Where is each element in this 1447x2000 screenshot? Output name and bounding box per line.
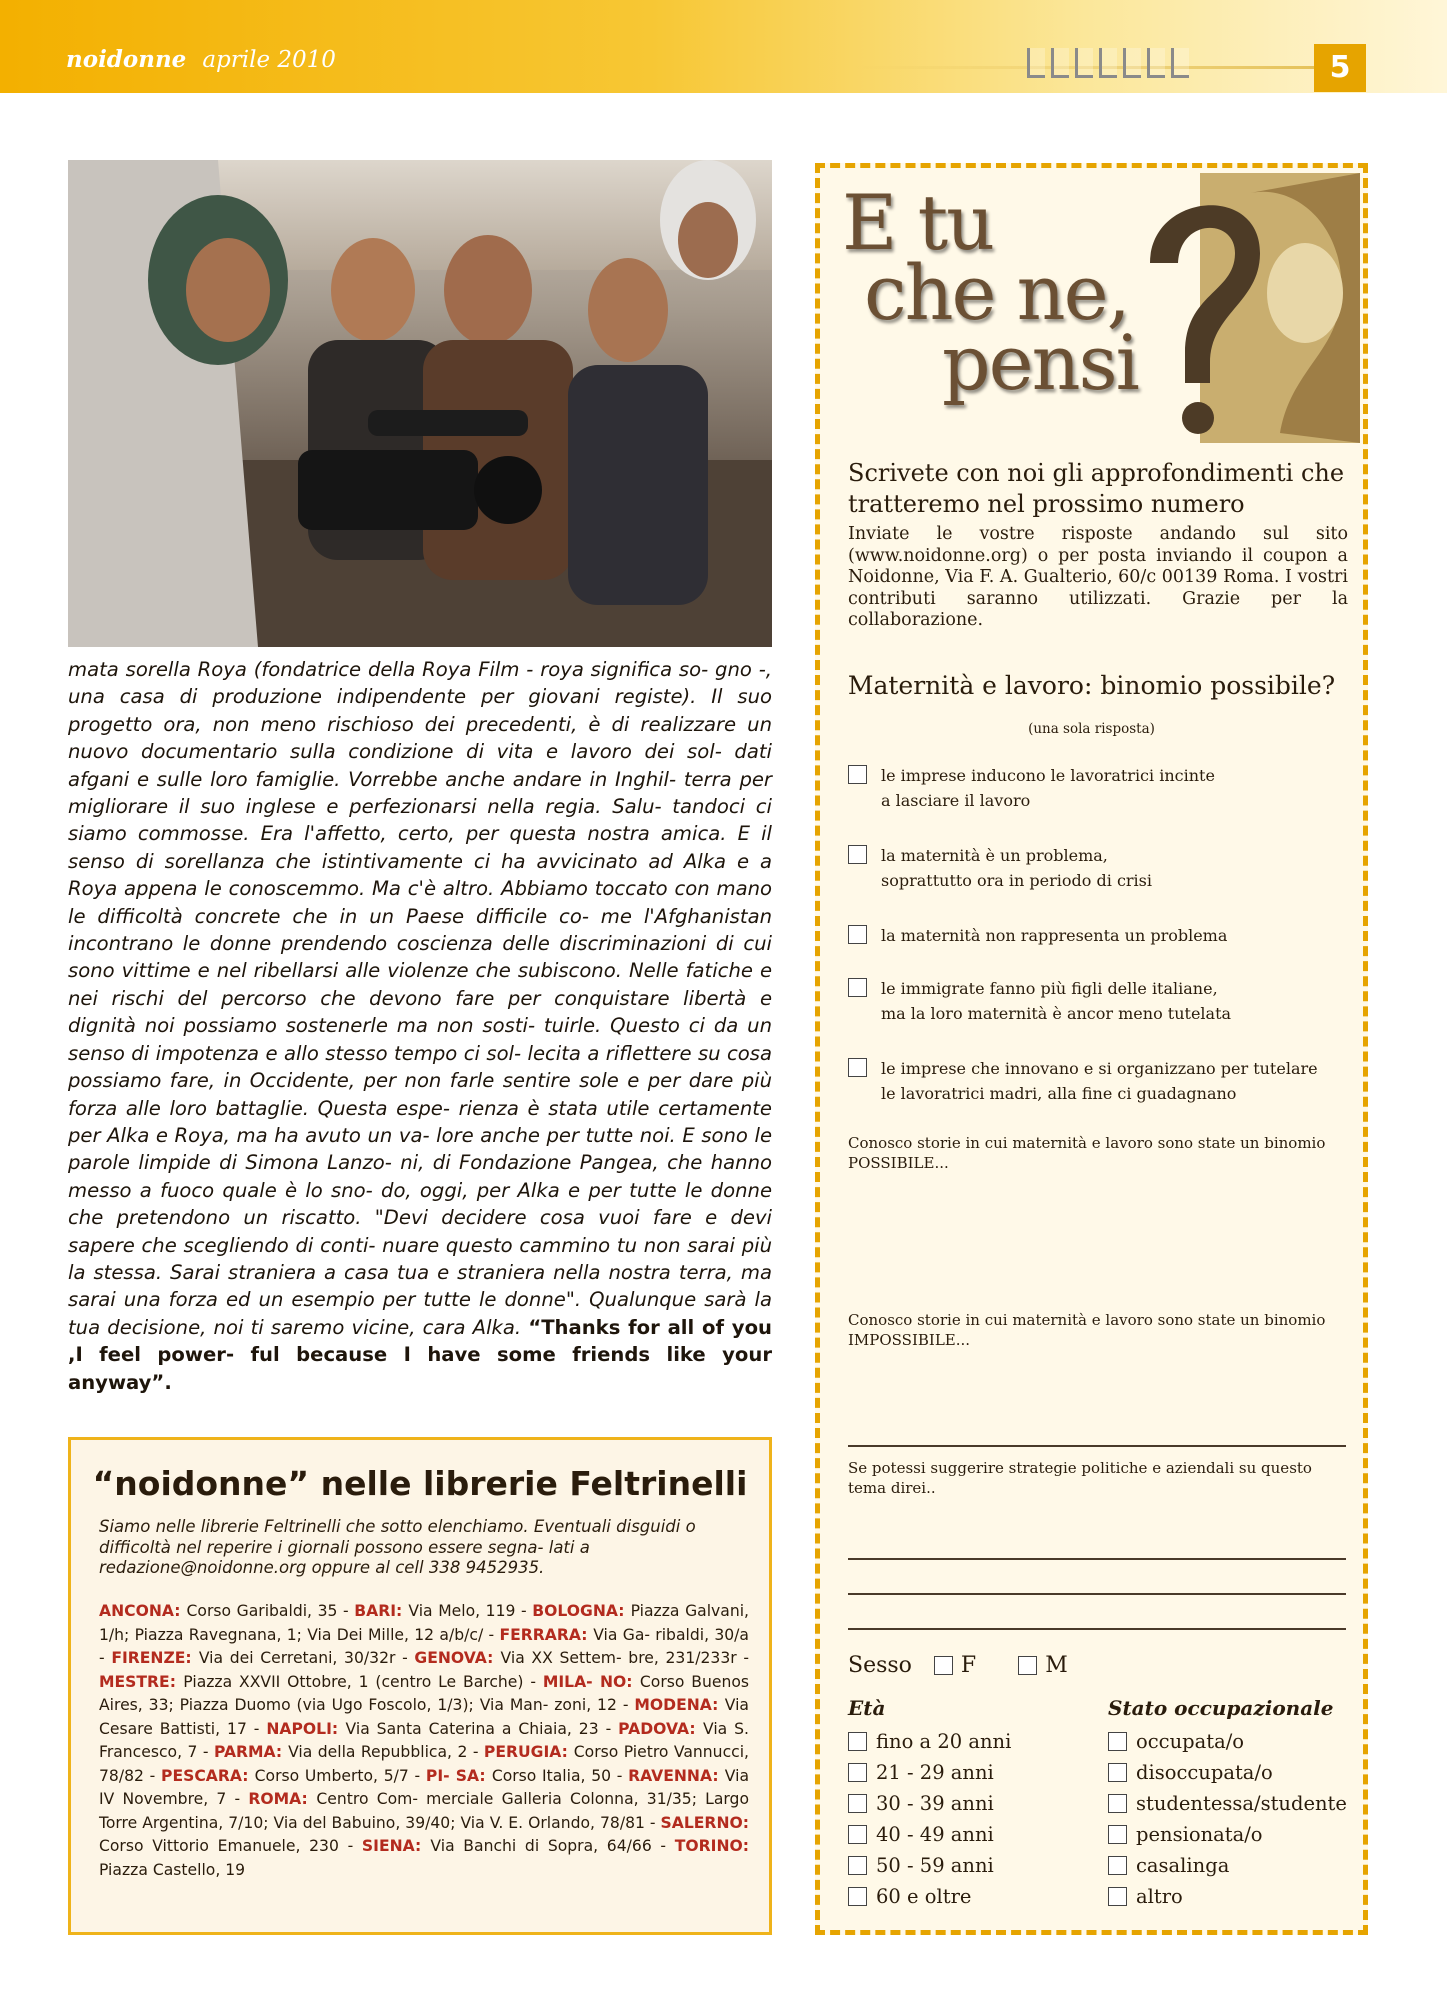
option-checkbox[interactable] — [848, 1058, 867, 1077]
store-city: SALERNO: — [660, 1813, 749, 1832]
stato-checkbox[interactable] — [1108, 1887, 1127, 1906]
eta-option-label: fino a 20 anni — [876, 1730, 1012, 1753]
banner-line: che ne, — [864, 248, 1129, 337]
store-address: Corso Garibaldi, 35 - — [186, 1602, 355, 1620]
stato-checkbox[interactable] — [1108, 1763, 1127, 1782]
store-city: BOLOGNA: — [532, 1602, 631, 1620]
eta-option-label: 40 - 49 anni — [876, 1823, 994, 1846]
eta-options — [848, 1726, 1011, 1912]
story-impossible-prompt: Conosco storie in cui maternità e lavoro sono state un binomio IMPOSSIBILE... — [848, 1311, 1326, 1349]
store-address: Via Ga- ribaldi, 30/a - — [99, 1625, 749, 1667]
banner-line: pensi — [942, 318, 1138, 407]
answer-option[interactable] — [848, 976, 1348, 1026]
stato-option[interactable] — [1108, 1788, 1347, 1819]
store-address: Via IV Novembre, 7 - — [99, 1766, 749, 1808]
eta-option[interactable] — [848, 1726, 1011, 1757]
option-label: la maternità non rappresenta un problema — [881, 926, 1228, 945]
option-label: le imprese che innovano e si organizzano per tutelare le lavoratrici madri, alla fine ci guadagnano — [881, 1059, 1318, 1103]
store-city: MILA- NO: — [542, 1672, 640, 1691]
option-label: la maternità è un problema, soprattutto ora in periodo di crisi — [881, 846, 1152, 890]
feltrinelli-intro: Siamo nelle librerie Feltrinelli che sotto elenchiamo. Eventuali disguidi o difficoltà nel reperire i giornali possono essere segna- lati a redazione@noidonne.org oppure al cell 338 9452935. — [99, 1517, 696, 1577]
stato-checkbox[interactable] — [1108, 1732, 1127, 1751]
eta-option[interactable] — [848, 1788, 1011, 1819]
store-address: Corso Vittorio Emanuele, 230 - — [99, 1837, 362, 1855]
store-list — [99, 1600, 749, 1882]
stato-checkbox[interactable] — [1108, 1825, 1127, 1844]
stato-checkbox[interactable] — [1108, 1856, 1127, 1875]
store-city: ANCONA: — [99, 1602, 187, 1620]
option-checkbox[interactable] — [848, 765, 867, 784]
stato-options — [1108, 1726, 1347, 1912]
eta-option[interactable] — [848, 1819, 1011, 1850]
stato-option[interactable] — [1108, 1881, 1347, 1912]
answer-option[interactable] — [848, 843, 1348, 893]
eta-checkbox[interactable] — [848, 1856, 867, 1875]
eta-option-label: 60 e oltre — [876, 1885, 972, 1908]
option-label: le imprese inducono le lavoratrici incinte a lasciare il lavoro — [881, 766, 1215, 810]
page-number: 5 — [1314, 44, 1366, 92]
stato-option[interactable] — [1108, 1726, 1347, 1757]
story-possible-prompt: Conosco storie in cui maternità e lavoro sono state un binomio POSSIBILE... — [848, 1134, 1326, 1172]
article-paragraph: mata sorella Roya (fondatrice della Roya Film - roya significa so- gno -, una casa di produzione indipendente per giovani registe). Il suo progetto ora, non meno rischioso dei precedenti, è di realizzare un nuovo documentario sulla condizione di vita e lavoro dei sol- dati afgani e sulle loro famiglie. Vorrebbe anche andare in Inghil- terra per migliorare il suo inglese e perfezionarsi nella regia. Salu- tandoci ci siamo commosse. Era l'affetto, certo, per questa nostra amica. E il senso di sorellanza che istintivamente ci ha avvicinato ad Alka e a Roya appena le conoscemmo. Ma c'è altro. Abbiamo toccato con mano le difficoltà concrete che in un Paese difficile co- me l'Afghanistan incontrano le donne prendendo coscienza delle discriminazioni di cui sono vittime e nel ribellarsi alle violenze che subiscono. Nelle fatiche e nei rischi del percorso che devono fare per conquistare libertà e dignità noi possiamo sostenerle ma non sosti- tuirle. Questo ci da un senso di impotenza e allo stesso tempo ci sol- lecita a riflettere su cosa possiamo fare, in Occidente, per non farle sentire sole e per dare più forza alle loro battaglie. Questa espe- rienza è stata utile certamente per Alka e Roya, ma ha avuto un va- lore anche per tutte noi. E sono le parole limpide di Simona Lanzo- ni, di Fondazione Pangea, che hanno messo a fuoco quale è lo sno- do, oggi, per Alka e per tutte le donne che pretendono un riscatto. "Devi decidere cosa vuoi fare e devi sapere che scegliendo di conti- nuare questo cammino tu non sarai più la stessa. Sarai straniera a casa tua e straniera nella nostra terra, ma sarai una forza ed un esempio per tutte le donne". Qualunque sarà la tua decisione, noi ti saremo vicine, cara Alka. — [68, 658, 772, 1339]
eta-option-label: 30 - 39 anni — [876, 1792, 994, 1815]
sesso-m-checkbox[interactable] — [1018, 1656, 1037, 1675]
store-address: Via Banchi di Sopra, 64/66 - — [430, 1837, 675, 1855]
masthead — [66, 46, 336, 73]
answer-option[interactable] — [848, 763, 1348, 813]
answer-line[interactable] — [848, 1593, 1346, 1595]
store-address: Via Cesare Battisti, 17 - — [99, 1696, 749, 1738]
stato-option[interactable] — [1108, 1850, 1347, 1881]
store-city: SIENA: — [361, 1837, 431, 1855]
stato-option[interactable] — [1108, 1757, 1347, 1788]
option-checkbox[interactable] — [848, 978, 867, 997]
stato-option-label: casalinga — [1136, 1854, 1230, 1877]
eta-heading: Età — [848, 1696, 886, 1720]
store-address: Via della Repubblica, 2 - — [288, 1743, 484, 1761]
sesso-label: Sesso — [848, 1653, 912, 1678]
store-address: Corso Buenos Aires, 33; Piazza Duomo (via Ugo Foscolo, 1/3); Via Man- zoni, 12 - — [99, 1672, 749, 1714]
answer-option[interactable] — [848, 1056, 1348, 1106]
issue-date: aprile 2010 — [202, 47, 336, 73]
option-label: le immigrate fanno più figli delle italiane, ma la loro maternità è ancor meno tutelata — [881, 979, 1232, 1023]
stato-option[interactable] — [1108, 1819, 1347, 1850]
sesso-f-label: F — [960, 1653, 977, 1678]
sesso-f-checkbox[interactable] — [934, 1656, 953, 1675]
tab-box — [1027, 48, 1045, 78]
stato-option-label: altro — [1136, 1885, 1183, 1908]
stato-option-label: occupata/o — [1136, 1730, 1245, 1753]
feltrinelli-box — [68, 1437, 772, 1935]
eta-option-label: 50 - 59 anni — [876, 1854, 994, 1877]
tab-box — [1123, 48, 1141, 78]
answer-option[interactable] — [848, 923, 1348, 948]
store-address: Via XX Settem- bre, 231/233r - — [500, 1649, 750, 1667]
question-note: (una sola risposta) — [1028, 721, 1155, 737]
store-city: FIRENZE: — [111, 1649, 199, 1667]
article-body — [68, 656, 772, 1396]
store-city: NAPOLI: — [266, 1719, 346, 1738]
tab-box — [1099, 48, 1117, 78]
photo-scene — [68, 160, 772, 647]
answer-line[interactable] — [848, 1558, 1346, 1560]
coupon-instructions: Inviate le vostre risposte andando sul sito (www.noidonne.org) o per posta inviando il coupon a Noidonne, Via F. A. Gualterio, 60/c 00139 Roma. I vostri contributi saranno utilizzati. Grazie per la collaborazione. — [848, 524, 1348, 630]
eta-checkbox[interactable] — [848, 1763, 867, 1782]
store-address: Piazza Castello, 19 — [99, 1860, 246, 1879]
stato-option-label: disoccupata/o — [1136, 1761, 1273, 1784]
store-city: PARMA: — [213, 1743, 289, 1761]
page-header — [0, 0, 1447, 93]
store-city: MESTRE: — [99, 1672, 184, 1691]
store-city: GENOVA: — [414, 1649, 501, 1667]
suggest-prompt: Se potessi suggerire strategie politiche e aziendali su questo tema direi.. — [848, 1459, 1312, 1497]
sesso-field — [848, 1653, 1068, 1678]
store-city: MODENA: — [634, 1696, 725, 1714]
option-checkbox[interactable] — [848, 845, 867, 864]
magazine-name: noidonne — [66, 46, 187, 73]
tab-box — [1147, 48, 1165, 78]
banner-title — [842, 178, 1138, 407]
tab-box — [1075, 48, 1093, 78]
eta-option[interactable] — [848, 1757, 1011, 1788]
store-city: PERUGIA: — [483, 1743, 574, 1761]
eta-option-label: 21 - 29 anni — [876, 1761, 994, 1784]
banner-line: E tu — [842, 178, 994, 267]
stato-heading: Stato occupazionale — [1108, 1696, 1334, 1720]
page-tab-decoration — [1027, 48, 1189, 78]
eta-option[interactable] — [848, 1881, 1011, 1912]
closing-quote: “Thanks for all of you ,I feel power- ful because I have some friends like your anyway”. — [68, 1315, 772, 1394]
question-title: Maternità e lavoro: binomio possibile? — [847, 671, 1336, 700]
stato-option-label: studentessa/studente — [1136, 1792, 1347, 1815]
store-city: PESCARA: — [161, 1766, 255, 1785]
eta-checkbox[interactable] — [848, 1732, 867, 1751]
article-photo — [68, 160, 772, 647]
sesso-m-label: M — [1045, 1653, 1068, 1678]
store-address: Via dei Cerretani, 30/32r - — [198, 1649, 415, 1667]
tab-box — [1051, 48, 1069, 78]
store-address: Piazza XXVII Ottobre, 1 (centro Le Barche) - — [183, 1672, 543, 1691]
tab-box — [1171, 48, 1189, 78]
stato-option-label: pensionata/o — [1136, 1823, 1263, 1846]
store-city: FERRARA: — [499, 1625, 594, 1644]
store-city: BARI: — [354, 1602, 409, 1620]
store-city: TORINO: — [674, 1837, 749, 1855]
store-address: Piazza Galvani, 1/h; Piazza Ravegnana, 1; Via Dei Mille, 12 a/b/c/ - — [99, 1602, 749, 1644]
store-address: Corso Umberto, 5/7 - — [254, 1766, 426, 1785]
question-mark-icon — [1140, 173, 1360, 443]
answer-line[interactable] — [848, 1445, 1346, 1447]
store-address: Corso Pietro Vannucci, 78/82 - — [99, 1743, 750, 1785]
option-checkbox[interactable] — [848, 925, 867, 944]
eta-checkbox[interactable] — [848, 1887, 867, 1906]
eta-checkbox[interactable] — [848, 1825, 867, 1844]
store-address: Via Melo, 119 - — [408, 1602, 533, 1620]
feltrinelli-title: “noidonne” nelle librerie Feltrinelli — [92, 1464, 748, 1503]
store-address: Corso Italia, 50 - — [491, 1766, 629, 1785]
store-address: Via Santa Caterina a Chiaia, 23 - — [345, 1719, 619, 1738]
stato-checkbox[interactable] — [1108, 1794, 1127, 1813]
answer-line[interactable] — [848, 1628, 1346, 1630]
store-city: PI- SA: — [425, 1766, 492, 1785]
eta-option[interactable] — [848, 1850, 1011, 1881]
store-city: RAVENNA: — [628, 1766, 725, 1785]
coupon-subhead: Scrivete con noi gli approfondimenti che tratteremo nel prossimo numero — [848, 459, 1345, 518]
store-address: Centro Com- merciale Galleria Colonna, 31/35; Largo Torre Argentina, 7/10; Via del Babuino, 39/40; Via V. E. Orlando, 78/81 - — [99, 1790, 749, 1832]
store-city: ROMA: — [248, 1790, 317, 1808]
store-address: Via S. Francesco, 7 - — [99, 1719, 749, 1761]
eta-checkbox[interactable] — [848, 1794, 867, 1813]
store-city: PADOVA: — [618, 1719, 703, 1738]
survey-coupon — [815, 163, 1368, 1935]
